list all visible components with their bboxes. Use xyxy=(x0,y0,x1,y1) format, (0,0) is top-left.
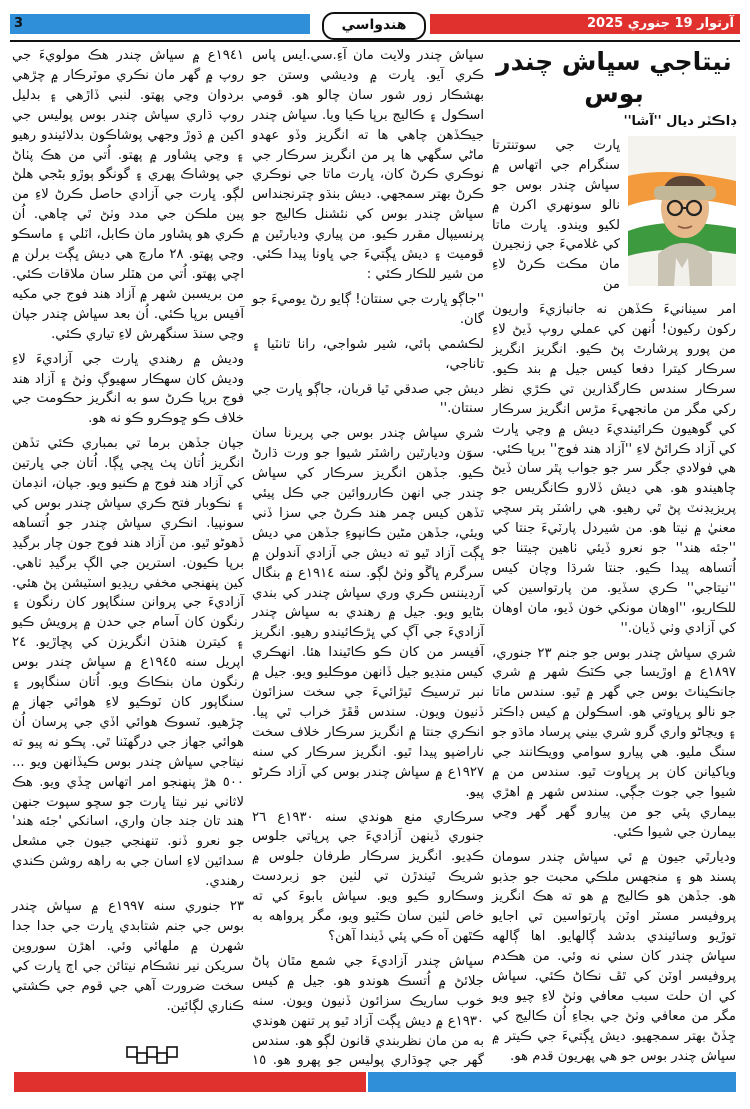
article-paragraph: سڀاش چندر آزاديءَ جي شمع مٿان پاڻ جلائڻ ۾ اُتسڪ هوندو هو. جيل ۾ کيس خوب ساريڪ سزائون ڏنيون ويون. سنه ١٩٣٠ع ۾ ديش ڀڳت آزاد ٿيو پر تنهن هوندي به من مان نظربندي قانون لڳو هو. سندس گهر جي چوڌاري پوليس جو پهرو هو. ١٥ xyxy=(252,953,484,1069)
article-column-3 xyxy=(12,46,244,1022)
masthead-bar xyxy=(10,8,740,38)
article-paragraph: وديارٿي جيون ۾ ئي سڀاش چندر سومان پسند هو ۽ منجهس ملڪي محبت جو جذبو هو. جڏهن هو ڪاليج ۾ هو ته هڪ انگريز پروفيسر مسٽر اوٽن پارتواسين تي اجايو توڙيو وسائيندي بدشد ڳالهايو. اها ڳالهه سڀاش چندر کان سٺي نه وئي. من هڪدم پروفيسر اوٽن کي ٿڦ نڪاڻ ڪئي. سڀاش کي ان حلت سبب معافي وٺڻ لاءِ چيو ويو مگر من معافي وٺڻ جي بجاءِ اُن ڪاليج کي ڇڏڻ بهتر سمجهيو. ديش ڀڳتيءَ جي ڪيتر ۾ سڀاش چندر بوس جو هي پهريون قدم هو. xyxy=(492,849,736,1064)
article-column-2 xyxy=(252,46,484,1096)
newspaper-logo: هندواسي xyxy=(322,12,426,40)
footer-red-band xyxy=(14,1072,366,1092)
footer-blue-band xyxy=(368,1072,736,1092)
masthead-blue-band xyxy=(10,14,310,34)
netaji-portrait-image xyxy=(628,136,736,286)
article-paragraph: سرڪاري منع هوندي سنه ١٩٣٠ع ٢٦ جنوري ڏينهن آزاديءَ جي پرڀاتي جلوس ڪڍيو. انگريز سرڪار طرفان جلوس ۾ شريڪ ٿيندڙن تي لٺين جو زبردست وسڪارو ڪيو ويو. سڀاش بابوءَ کي ته خاص لٺين سان ڪٽيو ويو، مگر پرواهه به ڪٿهن آه ڪي پئي ڏيندا آهن؟ xyxy=(252,809,484,944)
article-paragraph: وديش ۾ رهندي ڀارت جي آزاديءَ لاءِ وديش کان سهڪار سهيوڳ وٺڻ ۽ آزاد هند فوج برپا ڪرڻ سو به انگريز حڪومت جي خلاف ڪو ڇوڪرو ڪو نه هو. xyxy=(12,351,244,427)
article-paragraph: شري سڀاش چندر بوس جو جنم ٢٣ جنوري، ١٨٩٧ع ۾ اوڙيسا جي ڪٽڪ شهر ۾ شري جانڪيناٿ بوس جي گهر ۾ ٿيو. سندس ماتا جو نالو پرڀاوتي هو. اسڪولن ۾ کيس ڊاڪٽر ۽ ويڃاڻو واري گرو شري بيني پرساد ماڌو جو سنگ مليو. هي پيارو سوامي وويڪانند جي وياکيانن کان ٻر پرڀاوت ٿيو. سندس من ۾ شيوا جي جوت جڳي. سندس شهر ۾ اهڙي بيماري پئي جو من پيارو گهر گهر وڃي بيمارن جي شيوا ڪئي. xyxy=(492,645,736,840)
article-paragraph: جپان جڏهن برما تي بمباري ڪئي تڏهن انگريز اُتان پٺ ڀڄي ڀڳا. اُتان جي ڀارتين کي آزاد هند فوج ۾ ڪنيو ويو. جپان، انڊمان ۽ نڪوبار فتح ڪري سڀاش چندر بوس کي سونپيا. انڪري سڀاش چندر جو اُتساهه ڏهوڻو ٿيو. من آزاد هند فوج جون چار برگيڊ برپا ڪيون. استرين جي الڳ برگيڊ ٺاهي. کين پنهنجي مخفي ريڊيو اسٽيشن پڻ هئي. آزاديءَ جي پروانن سنگاپور کان رنگون ۽ رنگون کان آسام جي حدن ۾ پرويش ڪيو ۽ کيترن هنڌن انگريزن کي پڇاڙيو. ٢٤ اپريل سنه ١٩٤٥ع ۾ سڀاش چندر بوس رنگون مان بنڪاڪ ويو. اُتان سنگاپور ۽ سنگاپور کان ٽوڪيو لاءِ هوائي جهاز ۾ چڙهيو. ٽسوڪ هوائي اڏي جي پرسان اُن هوائي جهاز جي درگهٽنا ٿي. پڪو نه پيو ته نيتاجي سڀاش چندر بوس ڪيڏانهن ويو ... ٥٠٠ هڙ پنهنجو امر اتهاس ڇڏي ويو. هڪ لاثاني نير نيتا ڀارت جو سچو سپوت جنهن هند تان جند جان واري، اسانکي 'جئه هند' جو نعرو ڏنو. تنهنجي جيون جي مشعل سدائين لاءِ اسان جي به راهه روشن ڪندي رهندي. xyxy=(12,436,244,890)
article-paragraph: ١٩٤١ع ۾ سڀاش چندر هڪ مولويءَ جي روپ ۾ گهر مان نڪري موٽرڪار ۾ چڙهي بردوان وڃي پهتو. لنبي ڏاڙهي ۽ بدليل روپ ڌاري سڀاش چندر بوس پوليس جي اکين ۾ ڌوڙ وجهي پوشاڪون بدلائيندو رهيو ۽ وڃي پشاور ۾ پهتو. اُتي من هڪ پٺاڻ جي پوشاڪ پهري ۽ گونگو ٻوڙو بڻجي هلڻ لڳو. ڀارت جي آزادي حاصل ڪرڻ لاءِ من پين ملڪن جي مدد وٺڻ ٿي چاهي. اُن ڪري هو پشاور مان ڪابل، اٽلي ۽ ماسڪو وڃي پهتو. ٢٨ مارچ هي ديش ڀڳت برلن ۾ اچي پهتو. اُتي من هٽلر سان ملاقات ڪئي. من بريسبن شهر ۾ آزاد هند فوج جي مکيه آفيس برپا ڪئي. اُن بعد سڀاش چندر جپان وڃي سنڌ سنگهرش لاءِ تياري ڪئي. xyxy=(12,48,244,342)
header-rule xyxy=(10,40,740,42)
article-column-1 xyxy=(492,46,736,1072)
linked-squares-ornament-icon xyxy=(126,1046,180,1064)
article-paragraph: ڀارت جي سوتنترتا سنگرام جي اتهاس ۾ سڀاش چندر بوس جو نالو سونهري اکرن ۾ لکيو ويندو. ڀارت ماتا کي غلاميءَ جي زنجيرن مان مڪت ڪرڻ لاءِ من xyxy=(492,137,620,293)
article-title: نيتاجي سڀاش چندر بوس xyxy=(496,47,732,108)
article-paragraph: امر سينانيءَ ڪڏهن نه جانبازيءَ واريون رکون رکيون! اُنهن کي عملي روپ ڏيڻ لاءِ من پورو پرشارٿ پڻ ڪيو. انگريز انگريز سرڪار کيترا دفعا کيس جيل ۾ بند ڪيو. سرڪار سندس ڪارگذارين تي ڪڙي نظر رکي مگر من مانجهيءَ مڙس انگريز سرڪار کي گوهيون ڪرائينديءَ ديش ۾ وڃي ڀارت کي آزاد ڪرائڻ لاءِ ''آزاد هند فوج'' برپا ڪئي. هي فولادي جگر سر جو جواب پٿر سان ڏيڻ چاهيندو هو. هي ديش ڏلارو ڪانگريس جو پريزيڊنٽ پڻ ٿي رهيو. هي راشٽر پتر سچي معنيٰ ۾ نيتا هو. من شيردل پارٽيءَ جنتا کي ''جئه هند'' جو نعرو ڏيئي ٺاهين ڄيتنا جو اُتساهه پيدا ڪيو. جنتا شرڌا وچان کيس ''نيتاجي'' ڪري سڏيو. من پارتواسين کي للڪاريو، ''اوهان مونکي خون ڏيو، مان اوهان کي آزادي وٺي ڏيان.'' xyxy=(492,302,736,636)
article-byline: ڊاڪٽر ديال ''آشا'' xyxy=(623,114,736,129)
issue-date: آرتوار 19 جنوري 2025 xyxy=(587,16,734,31)
article-paragraph: شري سڀاش چندر بوس جي پريرنا سان سوَن وديارٿين راشٽر شيوا جو ورت ڌارڻ ڪيو. جڏهن انگريز سرڪار کي سڀاش چندر جي انهن ڪارروائين جي ڪل پيئي تڏهن کيس چمر هند ڪرڻ جي سزا ڏني ويئي، جڏهن مڻين ڪانپوءِ جڏهن مي ديش ڀڳت آزاد ٿيو ته ديش جي آزادي آندولن ۾ سرگرم ڀاڱو وٺڻ لڳو. سنه ١٩١٤ع ۾ بنگال آرڊيننس ڪري وري سڀاش چندر کي بندي بڻايو ويو. جيل ۾ رهندي به سڀاش چندر آزاديءَ جي آڳ کي ڀڙڪائيندو رهيو. انگريز آفيسر من کان ڪو ڪاٿيندا هئا. انهڪري کيس منڊيو جيل ڏانهن موڪليو ويو. جيل ۾ نبر ترسيڪ ٿيڙائيءَ جي سخت سزائون ڏنيون ويون. سندس ڦڦڙ خراب ٿي پيا. انڪري جنتا ۾ انگريز سرڪار خلاف سخت ناراضپو پيدا ٿيو. انگريز سرڪار کي سنه ١٩٢٧ع ۾ سڀاش چندر بوس کي آزاد ڪرڻو پيو. xyxy=(252,426,484,800)
poem-line: ''جاڳو ڀارت جي سنتان! ڳايو رڻ يوميءَ جو گان. xyxy=(251,291,484,327)
portrait-illustration xyxy=(628,136,736,286)
page-number: 3 xyxy=(14,16,24,31)
poem-line: ديش جي صدقي ٿيا قربان، جاڳو ڀارت جي سنتان.'' xyxy=(252,381,484,417)
article-paragraph: سڀاش چندر ولايت مان آءِ.سي.ايس پاس ڪري آيو. ڀارت ۾ وديشي وستن جو بهشڪار زور شور سان چالو هو. قومي اسڪول ۽ ڪاليج برپا ڪيا ويا. سڀاش چندر جيڪڏهن چاهي ها ته انگريز وڏو عهدو ماڻي سگهي ها پر من انگريز سرڪار جي نوڪري ڪرڻ کان، ڀارت ماتا جي نوڪري ڪرڻ بهتر سمجهي. ديش بنڌو چترنجنداس سڀاش چندر بوس کي نئشنل ڪاليج جو پرنسيپال مقرر ڪيو. من پياري وديارٿين ۾ قوميت ۽ ديش ڀڳتيءَ جي ڀاونا پيدا ڪئي. من شير للڪار ڪئي : xyxy=(252,48,484,282)
article-paragraph: ٢٣ جنوري سنه ١٩٩٧ع ۾ سڀاش چندر بوس جي جنم شتابدي ڀارت جي جدا جدا شهرن ۾ ملهائي وئي. اهڙن سوروين سريکن نير نشڪام نيتائن جي اڄ ڀارت کي سخت ضرورت آهي جي قوم جي ڪشتي ڪناري لڳائين. xyxy=(12,899,244,1014)
poem-line: لڪشمي ٻائي، شير شواجي، رانا تانٽيا ۽ تاناجي، xyxy=(252,336,484,372)
